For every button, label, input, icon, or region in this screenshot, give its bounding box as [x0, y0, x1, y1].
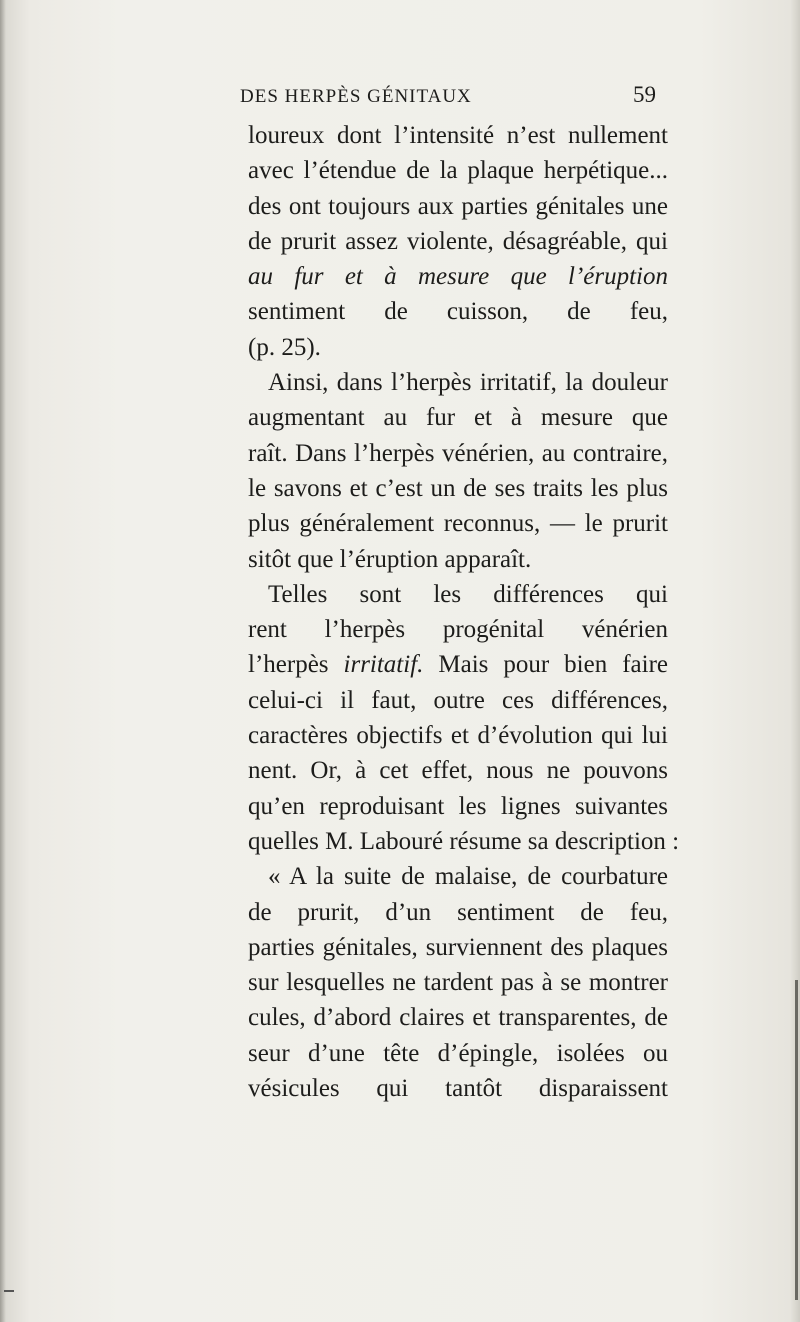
- text-line: loureux dont l’intensité n’est nullement: [248, 122, 668, 149]
- text-line: seur d’une tête d’épingle, isolées ou: [248, 1039, 668, 1067]
- text-line: Ainsi, dans l’herpès irritatif, la douleur: [268, 369, 668, 397]
- text-line: (p. 25).: [248, 333, 321, 361]
- text-line: [248, 259, 668, 294]
- text-line: plus généralement reconnus, — le prurit: [248, 510, 668, 538]
- corner-mark: [4, 1290, 14, 1292]
- text-line: augmentant au fur et à mesure que: [248, 404, 668, 432]
- text-line: sentiment de cuisson, de feu,: [248, 298, 668, 326]
- text-line: nent. Or, à cet effet, nous ne pouvons: [248, 757, 668, 785]
- page-number: 59: [633, 82, 656, 107]
- text-line: « A la suite de malaise, de courbature: [268, 863, 668, 891]
- italic-word: irritatif.: [343, 651, 424, 679]
- italic-phrase: au fur et à mesure que l’éruption: [248, 263, 668, 291]
- text-line: parties génitales, surviennent des plaques: [248, 933, 668, 961]
- text-line: de prurit assez violente, désagréable, qui: [248, 227, 668, 255]
- text-line: le savons et c’est un de ses traits les plus: [248, 474, 668, 502]
- page-gutter-shadow: [0, 0, 6, 1322]
- text-line: caractères objectifs et d’évolution qui lui: [248, 722, 668, 750]
- text-line: quelles M. Labouré résume sa description :: [248, 827, 680, 855]
- body-text: [248, 118, 680, 1106]
- text-line: avec l’étendue de la plaque herpétique...: [248, 157, 668, 185]
- page-header: [0, 82, 800, 116]
- text-line: sur lesquelles ne tardent pas à se montrer: [248, 969, 668, 997]
- text-line: qu’en reproduisant les lignes suivantes: [248, 792, 668, 820]
- text-line: cules, d’abord claires et transparentes, de: [248, 1004, 668, 1032]
- running-title: DES HERPÈS GÉNITAUX: [240, 86, 472, 107]
- text-line: raît. Dans l’herpès vénérien, au contraire,: [248, 439, 668, 467]
- text-line: de prurit, d’un sentiment de feu,: [248, 898, 668, 926]
- text-line: des ont toujours aux parties génitales une: [248, 192, 668, 220]
- text-line: sitôt que l’éruption apparaît.: [248, 545, 532, 573]
- text-line: celui-ci il faut, outre ces différences,: [248, 686, 668, 714]
- page-edge-mark: [795, 980, 798, 1300]
- text-line: rent l’herpès progénital vénérien: [248, 616, 668, 644]
- text-line: vésicules qui tantôt disparaissent: [248, 1075, 668, 1103]
- text-line: Telles sont les différences qui: [268, 580, 668, 608]
- text-line: l’herpès irritatif. Mais pour bien faire: [248, 651, 668, 679]
